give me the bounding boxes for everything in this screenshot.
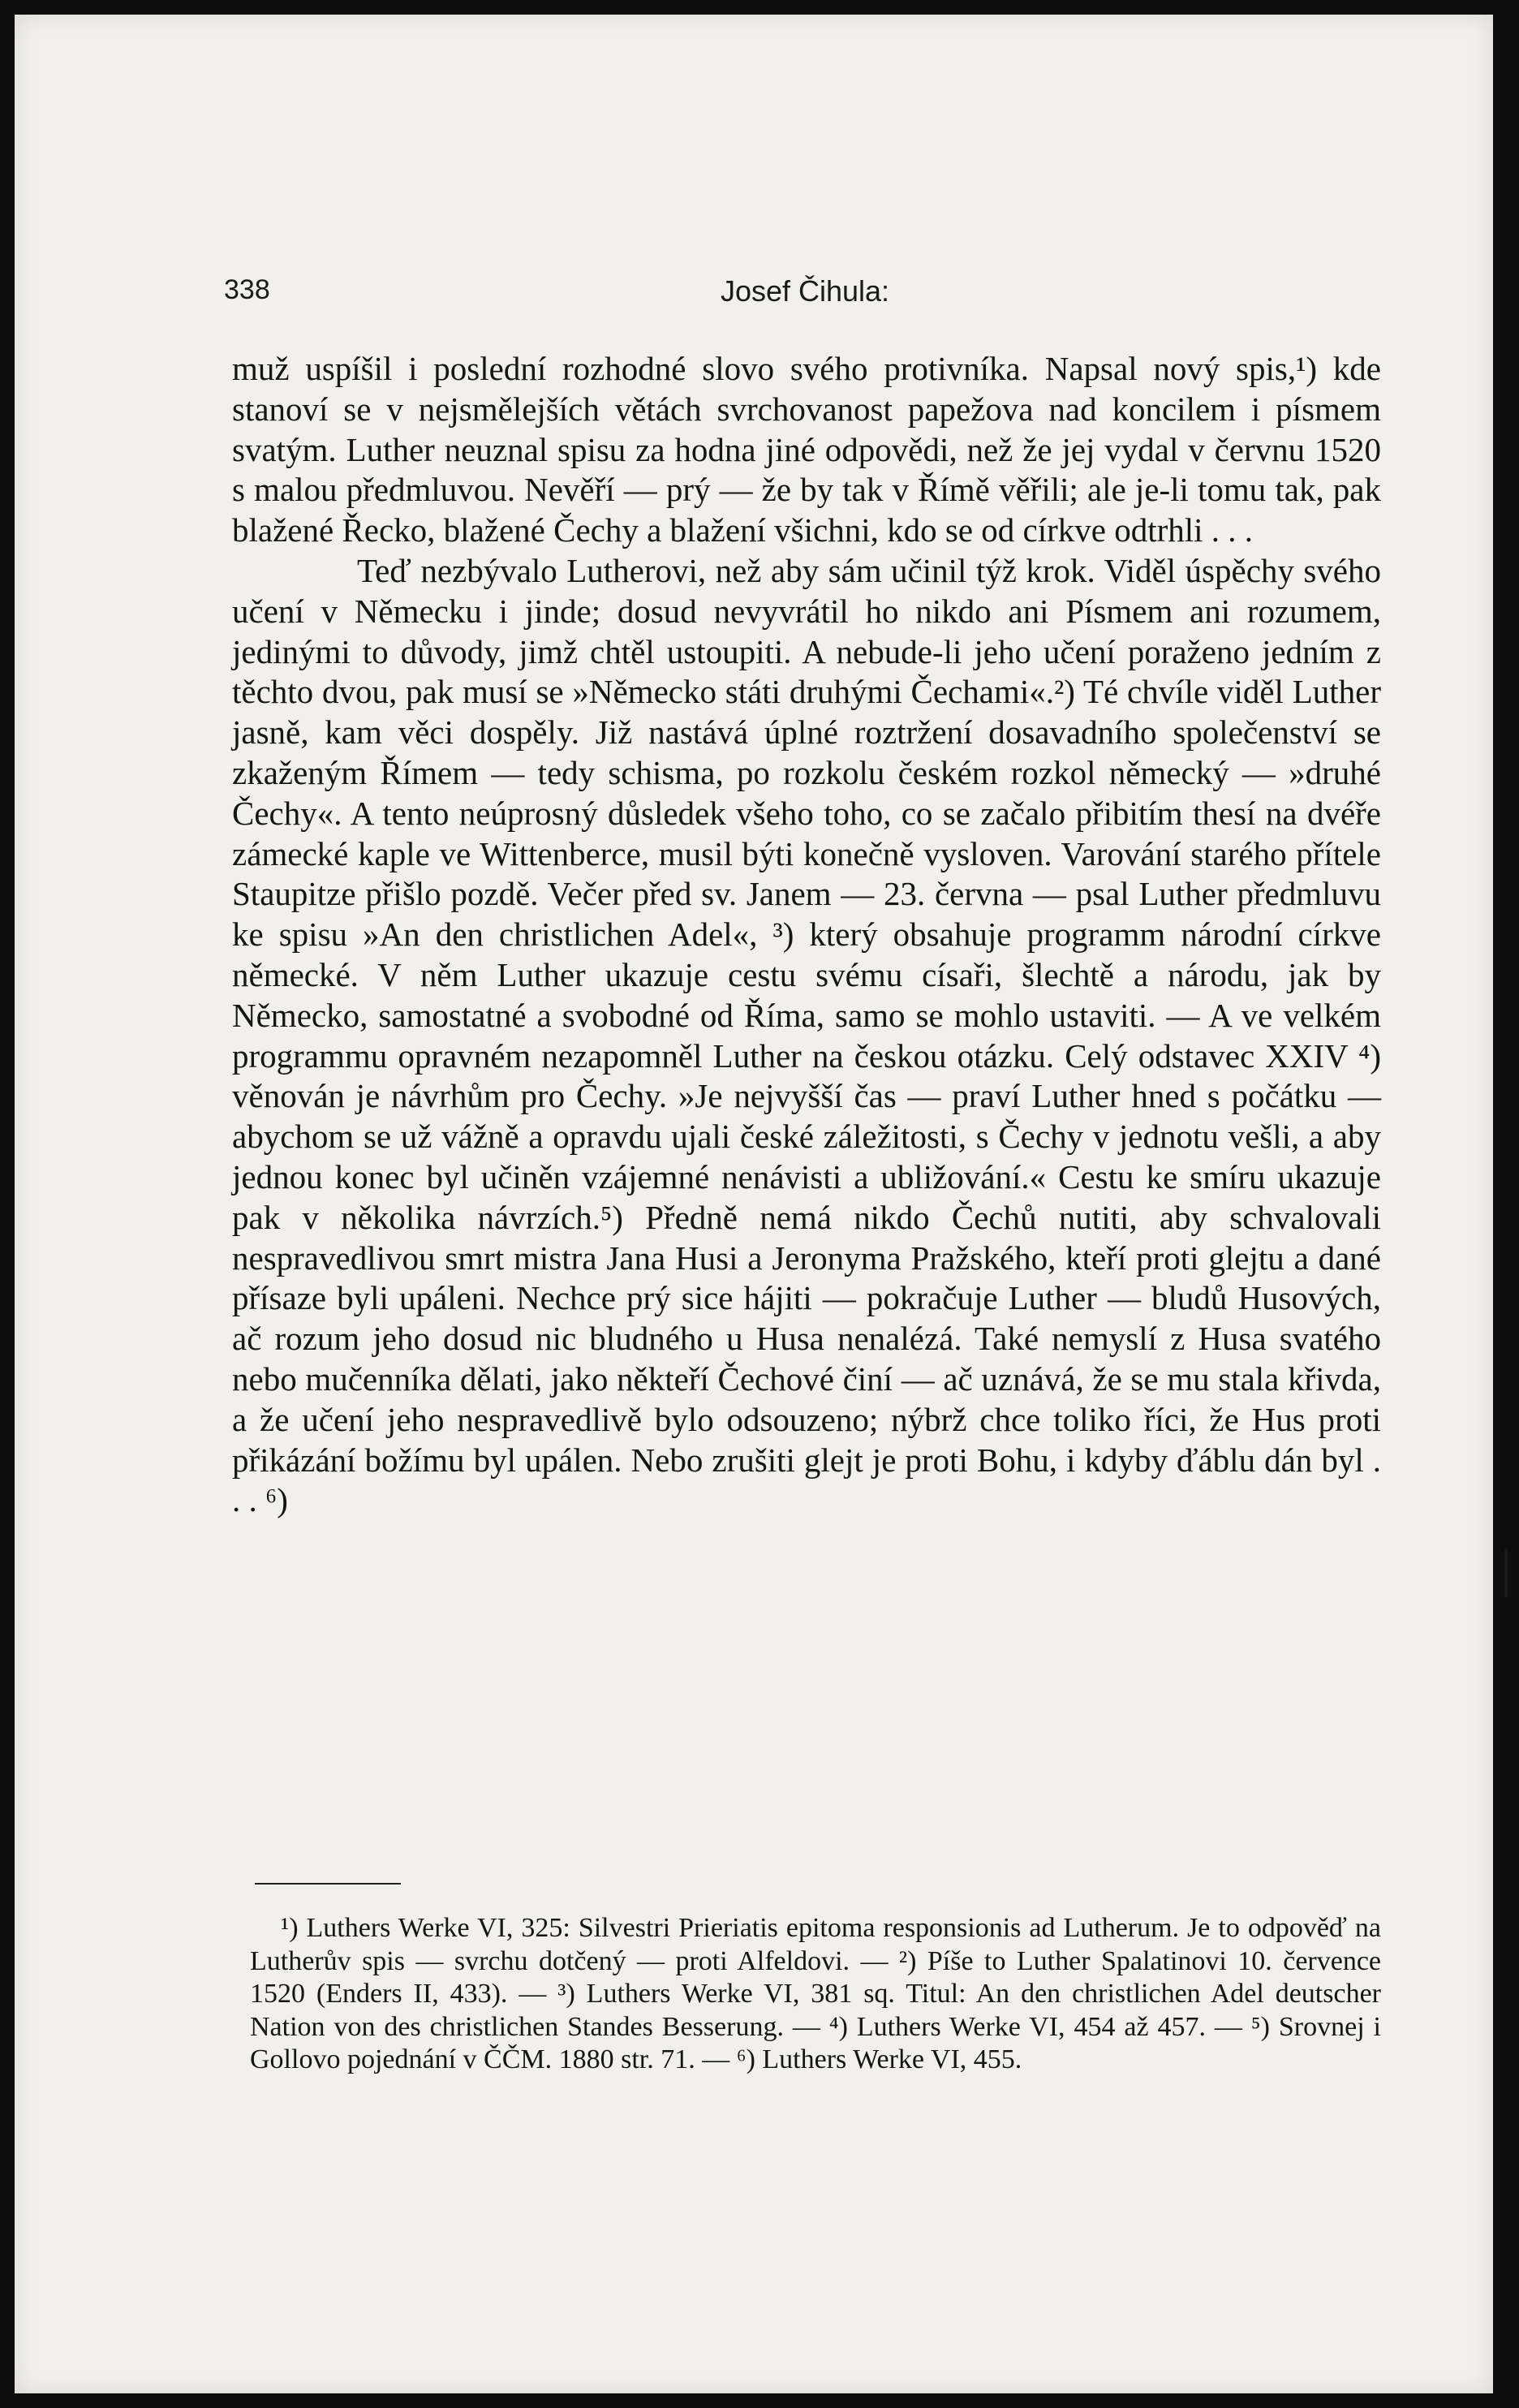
running-title: Josef Čihula: (720, 274, 890, 308)
paragraph-2: Teď nezbývalo Lutherovi, než aby sám učinil týž krok. Viděl úspěchy svého učení v Německu i jinde; dosud nevyvrátil ho nikdo ani Písmem ani rozumem, jedinými to důvody, jimž chtěl ustoupiti. A nebude-li jeho učení poraženo jedním z těchto dvou, pak musí se »Německo státi druhými Čechami«.²) Té chvíle viděl Luther jasně, kam věci dospěly. Již nastává úplné roztržení dosavadního společenství se zkaženým Římem — tedy schisma, po rozkolu českém rozkol německý — »druhé Čechy«. A tento neúprosný důsledek všeho toho, co se začalo přibitím thesí na dvéře zámecké kaple ve Wittenberce, musil býti konečně vysloven. Varování starého přítele Staupitze přišlo pozdě. Večer před sv. Janem — 23. června — psal Luther předmluvu ke spisu »An den christlichen Adel«, ³) který obsahuje programm národní církve německé. V něm Luther ukazuje cestu svému císaři, šlechtě a národu, jak by Německo, samostatné a svobodné od Říma, samo se mohlo ustaviti. — A ve velkém programmu opravném nezapomněl Luther na českou otázku. Celý odstavec XXIV ⁴) věnován je návrhům pro Čechy. »Je nejvyšší čas — praví Luther hned s počátku — abychom se už vážně a opravdu ujali české záležitosti, s Čechy v jednotu vešli, a aby jednou konec byl učiněn vzájemné nenávisti a ubližování.« Cestu ke smíru ukazuje pak v několika návrzích.⁵) Předně nemá nikdo Čechů nutiti, aby schvalovali nespravedlivou smrt mistra Jana Husi a Jeronyma Pražského, kteří proti glejtu a dané přísaze byli upáleni. Nechce prý sice hájiti — pokračuje Luther — bludů Husových, ač rozum jeho dosud nic bludného u Husa nenalézá. Také nemyslí z Husa svatého nebo mučenníka dělati, jako někteří Čechové činí — ač uznává, že se mu stala křivda, a že učení jeho nespravedlivě bylo odsouzeno; nýbrž chce toliko říci, že Hus proti přikázání božímu byl upálen. Nebo zrušiti glejt je proti Bohu, i kdyby ďáblu dán byl . . . ⁶) (232, 551, 1381, 1519)
scan-edge-mark (1504, 1549, 1508, 1597)
footnote-rule (255, 1883, 401, 1885)
body-text (232, 349, 1381, 1521)
footnotes (250, 1912, 1381, 2077)
footnotes-text: ¹) Luthers Werke VI, 325: Silvestri Prieriatis epitoma responsionis ad Lutherum. Je to odpověď na Lutherův spis — svrchu dotčený — proti Alfeldovi. — ²) Píše to Luther Spalatinovi 10. července 1520 (Enders II, 433). — ³) Luthers Werke VI, 381 sq. Titul: An den christlichen Adel deutscher Nation von des christlichen Standes Besserung. — ⁴) Luthers Werke VI, 454 až 457. — ⁵) Srovnej i Gollovo pojednání v ČČM. 1880 str. 71. — ⁶) Luthers Werke VI, 455. (250, 1913, 1381, 2075)
paragraph-1: muž uspíšil i poslední rozhodné slovo svého protivníka. Napsal nový spis,¹) kde stanoví se v nejsmělejších větách svrchovanost papežova nad koncilem i písmem svatým. Luther neuznal spisu za hodna jiné odpovědi, než že jej vydal v červnu 1520 s malou předmluvou. Nevěří — prý — že by tak v Římě věřili; ale je-li tomu tak, pak blažené Řecko, blažené Čechy a blažení všichni, kdo se od církve odtrhli . . . (232, 350, 1381, 549)
page-header (224, 274, 1386, 323)
page-number: 338 (224, 274, 270, 305)
book-page (15, 15, 1493, 2393)
